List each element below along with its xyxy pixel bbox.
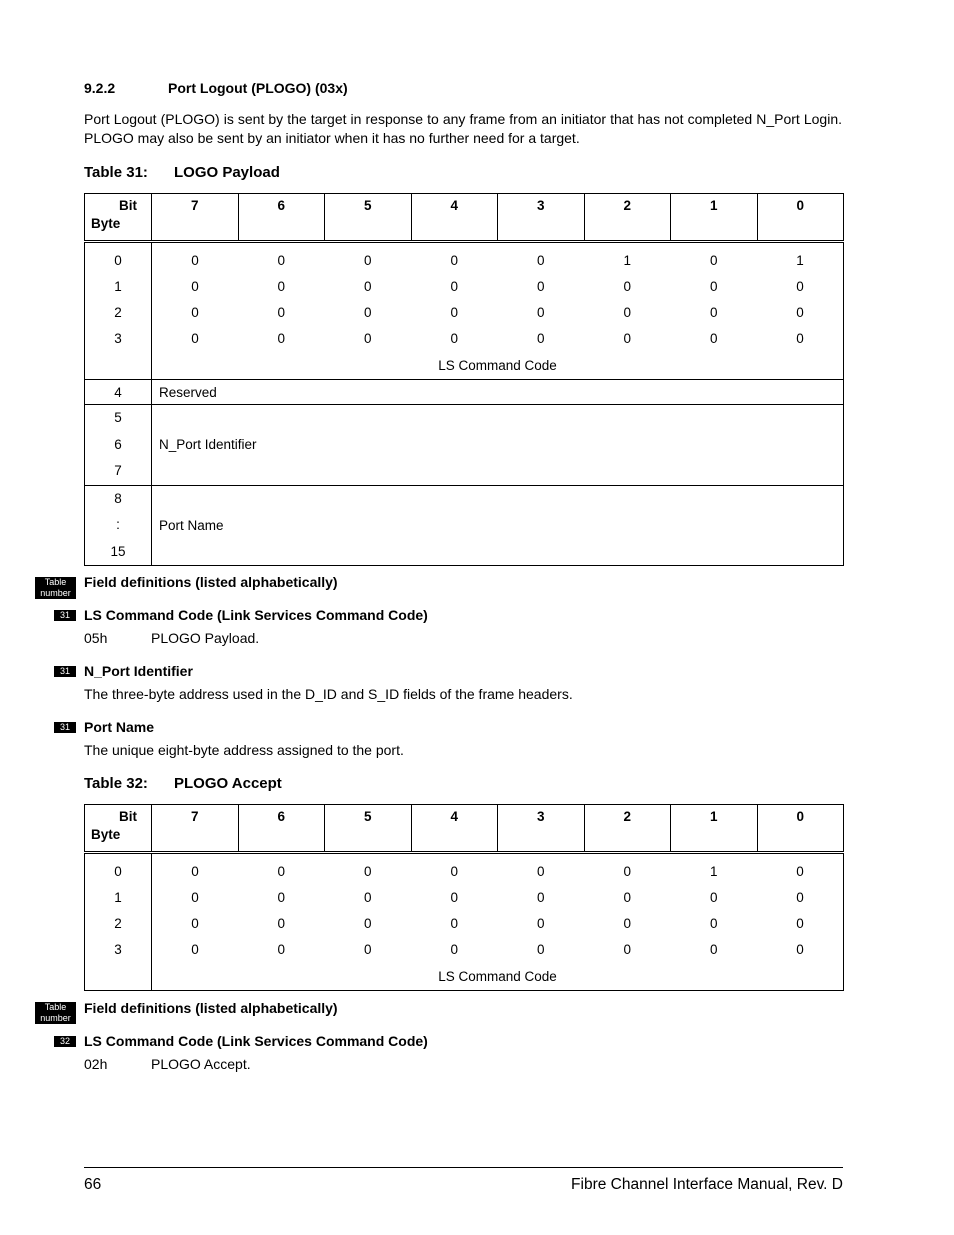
bit-value: 0 (536, 889, 545, 905)
bit-value: 0 (191, 889, 199, 905)
bit-value: 0 (363, 941, 372, 957)
bit-value: 0 (536, 278, 545, 294)
bit-value: 0 (363, 304, 372, 320)
bit-value: 0 (709, 330, 718, 346)
table31-logo-payload (84, 193, 844, 566)
table31-caption-title: LOGO Payload (174, 164, 280, 181)
bit-header-7: 7 (152, 805, 239, 853)
bit-value: 0 (363, 863, 372, 879)
bit-value: 0 (277, 330, 285, 346)
bit-value: 0 (623, 863, 631, 879)
table-row (85, 884, 844, 910)
bit-header-1: 1 (671, 194, 758, 242)
nport-identifier-field: N_Port Identifier (152, 405, 844, 486)
bit-value: 0 (277, 941, 285, 957)
bit-header-4: 4 (411, 805, 498, 853)
bit-header-6: 6 (238, 805, 325, 853)
bit-value: 0 (757, 273, 844, 299)
bit-value: 0 (536, 330, 545, 346)
bit-value: 0 (536, 252, 545, 268)
bit-value: 0 (363, 915, 372, 931)
field-code-description: PLOGO Payload. (151, 630, 260, 646)
manual-title: Fibre Channel Interface Manual, Rev. D (571, 1176, 843, 1193)
bit-value: 0 (623, 941, 631, 957)
bit-value: 0 (191, 330, 199, 346)
bit-value: 0 (536, 915, 545, 931)
byte-number: 3 (85, 936, 152, 962)
bit-value: 0 (450, 863, 458, 879)
field-definitions-heading: Field definitions (listed alphabetically) (84, 1000, 338, 1016)
byte-number: 3 (85, 325, 152, 351)
bit-header-1: 1 (671, 805, 758, 853)
bit-value: 0 (277, 278, 285, 294)
table-row (85, 485, 844, 566)
table-number-badge: Table number (35, 1002, 76, 1024)
bit-value: 0 (623, 304, 631, 320)
bit-value: 0 (757, 299, 844, 325)
page-number: 66 (84, 1176, 102, 1193)
byte-number-stack (85, 405, 152, 486)
byte-number: 15 (110, 543, 126, 559)
ls-command-code-label: LS Command Code (152, 351, 844, 380)
bit-value: 0 (277, 889, 285, 905)
bit-header-6: 6 (238, 194, 325, 242)
bit-value: 0 (450, 304, 458, 320)
bit-value: 0 (536, 941, 545, 957)
bit-header-3: 3 (498, 805, 585, 853)
bit-value: 0 (623, 278, 631, 294)
bit-value: 0 (191, 941, 199, 957)
bit-value: 0 (191, 252, 199, 268)
bit-value: 1 (709, 863, 718, 879)
bit-value: 0 (623, 330, 631, 346)
table-row (85, 910, 844, 936)
byte-number: 0 (85, 242, 152, 274)
bit-value: 0 (709, 889, 718, 905)
table-ref-badge: 31 (54, 722, 76, 733)
bit-value: 0 (709, 252, 718, 268)
bit-header-5: 5 (325, 194, 412, 242)
byte-number: 7 (114, 463, 122, 478)
table-row (85, 405, 844, 486)
table-row (85, 853, 844, 885)
bit-value: 0 (450, 278, 458, 294)
ls-command-row (85, 962, 844, 991)
bit-value: 0 (191, 915, 199, 931)
bit-byte-header (85, 805, 152, 853)
bit-header-7: 7 (152, 194, 239, 242)
field-description: The unique eight-byte address assigned to the port. (84, 742, 404, 758)
bit-header-2: 2 (584, 194, 671, 242)
table31-caption-number: Table 31: (84, 164, 148, 181)
byte-label: Byte (91, 827, 121, 842)
field-code-description: PLOGO Accept. (151, 1056, 251, 1072)
section-title: Port Logout (PLOGO) (03x) (168, 80, 348, 96)
bit-value: 0 (191, 863, 199, 879)
bit-value: 0 (450, 889, 458, 905)
bit-value: 1 (757, 242, 844, 274)
bit-value: 0 (450, 330, 458, 346)
byte-number: 2 (85, 910, 152, 936)
field-description: The three-byte address used in the D_ID and S_ID fields of the frame headers. (84, 686, 573, 702)
field-title-port-name: Port Name (84, 719, 155, 735)
table-ref-badge: 31 (54, 610, 76, 621)
table-row (85, 242, 844, 274)
bit-value: 0 (536, 304, 545, 320)
table32-caption-number: Table 32: (84, 775, 148, 792)
bit-value: 0 (363, 889, 372, 905)
ls-command-code-label: LS Command Code (152, 962, 844, 991)
table-row (85, 325, 844, 351)
footer-divider (84, 1167, 843, 1168)
byte-number: : (116, 517, 120, 532)
table32-caption-title: PLOGO Accept (174, 775, 282, 792)
bit-value: 0 (623, 889, 631, 905)
byte-number: 1 (85, 273, 152, 299)
bit-byte-header (85, 194, 152, 242)
bit-value: 0 (277, 863, 285, 879)
table32-plogo-accept (84, 804, 844, 991)
ls-command-row (85, 351, 844, 380)
section-number: 9.2.2 (84, 80, 116, 96)
byte-number: 2 (85, 299, 152, 325)
bit-value: 0 (277, 915, 285, 931)
field-title-nport-identifier: N_Port Identifier (84, 663, 193, 679)
bit-header-2: 2 (584, 805, 671, 853)
bit-value: 0 (757, 936, 844, 962)
bit-value: 0 (623, 915, 631, 931)
table-ref-badge: 32 (54, 1036, 76, 1047)
bit-value: 0 (277, 252, 285, 268)
section-paragraph: Port Logout (PLOGO) is sent by the target in response to any frame from an initiator that has not completed N_Port Login. PLOGO may also be sent by an initiator when it has no further need for a target. (84, 111, 842, 146)
bit-value: 1 (623, 252, 631, 268)
table-ref-badge: 31 (54, 666, 76, 677)
table-row (85, 936, 844, 962)
bit-header-5: 5 (325, 805, 412, 853)
byte-number: 6 (114, 436, 122, 452)
port-name-field: Port Name (152, 485, 844, 566)
bit-value: 0 (363, 330, 372, 346)
byte-number: 1 (85, 884, 152, 910)
byte-number: 4 (85, 380, 152, 405)
bit-header-0: 0 (757, 805, 844, 853)
bit-value: 0 (757, 884, 844, 910)
byte-label: Byte (91, 216, 121, 231)
bit-header-3: 3 (498, 194, 585, 242)
field-definitions-heading: Field definitions (listed alphabetically) (84, 574, 338, 590)
bit-header-4: 4 (411, 194, 498, 242)
bit-value: 0 (277, 304, 285, 320)
bit-value: 0 (709, 278, 718, 294)
bit-label: Bit (119, 198, 137, 213)
bit-value: 0 (709, 915, 718, 931)
bit-value: 0 (363, 252, 372, 268)
table-row (85, 380, 844, 405)
bit-value: 0 (536, 863, 545, 879)
byte-number: 0 (85, 853, 152, 885)
reserved-field: Reserved (152, 380, 844, 405)
bit-value: 0 (709, 941, 718, 957)
bit-value: 0 (450, 941, 458, 957)
table32-header-row (85, 805, 844, 853)
bit-value: 0 (450, 252, 458, 268)
byte-number: 8 (114, 490, 122, 506)
bit-value: 0 (363, 278, 372, 294)
field-title-ls-command-code: LS Command Code (Link Services Command Code) (84, 1033, 428, 1049)
bit-value: 0 (191, 304, 199, 320)
bit-value: 0 (191, 278, 199, 294)
byte-number: 5 (114, 410, 122, 425)
table31-header-row (85, 194, 844, 242)
field-code: 05h (84, 630, 108, 646)
field-title-ls-command-code: LS Command Code (Link Services Command Code) (84, 607, 428, 623)
field-code: 02h (84, 1056, 108, 1072)
byte-number-stack (85, 485, 152, 566)
table-row (85, 273, 844, 299)
table-number-badge: Table number (35, 577, 76, 599)
bit-header-0: 0 (757, 194, 844, 242)
bit-value: 0 (450, 915, 458, 931)
table-row (85, 299, 844, 325)
bit-value: 0 (757, 853, 844, 885)
bit-value: 0 (757, 910, 844, 936)
bit-label: Bit (119, 809, 137, 824)
bit-value: 0 (757, 325, 844, 351)
bit-value: 0 (709, 304, 718, 320)
